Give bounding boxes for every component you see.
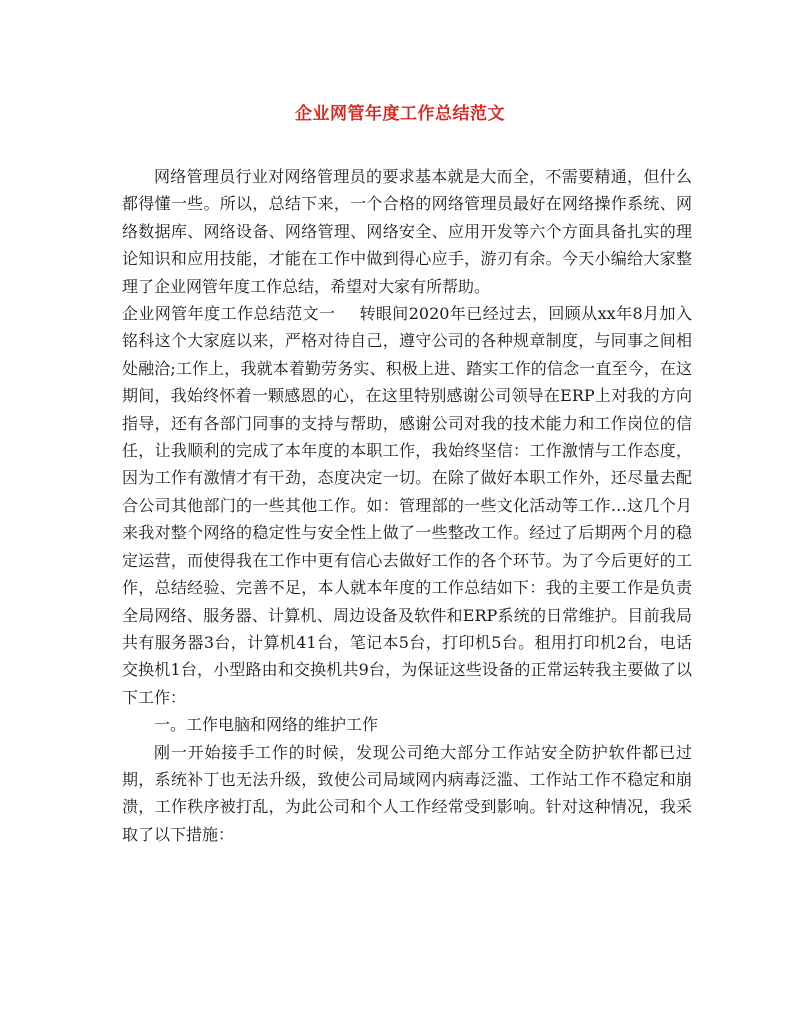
- section-body: 转眼间2020年已经过去，回顾从xx年8月加入铭科这个大家庭以来，严格对待自己，遵守公司的各种规章制度，与同事之间相处融洽;工作上，我就本着勤劳务实、积极上进、踏实工作的信念一直至今，在这期间，我始终怀着一颗感恩的心，在这里特别感谢公司领导在ERP上对我的方向指导，还有各部门同事的支持与帮助，感谢公司对我的技术能力和工作岗位的信任，让我顺利的完成了本年度的本职工作，我始终坚信：工作激情与工作态度，因为工作有激情才有干劲，态度决定一切。在除了做好本职工作外，还尽量去配合公司其他部门的一些其他工作。如：管理部的一些文化活动等工作…这几个月来我对整个网络的稳定性与安全性上做了一些整改工作。经过了后期两个月的稳定运营，而使得我在工作中更有信心去做好工作的各个环节。为了今后更好的工作，总结经验、完善不足，本人就本年度的工作总结如下：我的主要工作是负责全局网络、服务器、计算机、周边设备及软件和ERP系统的日常维护。目前我局共有服务器3台，计算机41台，笔记本5台，打印机5台。租用打印机2台，电话交换机1台，小型路由和交换机共9台，为保证这些设备的正常运转我主要做了以下工作：: [122, 304, 692, 707]
- document-title: 企业网管年度工作总结范文: [295, 104, 505, 124]
- document-body: [122, 163, 692, 848]
- final-paragraph: 刚一开始接手工作的时候，发现公司绝大部分工作站安全防护软件都已过期，系统补丁也无法升级，致使公司局域网内病毒泛滥、工作站工作不稳定和崩溃，工作秩序被打乱，为此公司和个人工作经常受到影响。针对这种情况，我采取了以下措施：: [122, 742, 692, 844]
- subheading: 一。工作电脑和网络的维护工作: [154, 715, 379, 735]
- section-title: 企业网管年度工作总结范文一: [122, 304, 336, 324]
- section-one-paragraph: [122, 300, 692, 711]
- intro-paragraph: 网络管理员行业对网络管理员的要求基本就是大而全，不需要精通，但什么都得懂一些。所以，总结下来，一个合格的网络管理员最好在网络操作系统、网络数据库、网络设备、网络管理、网络安全、应用开发等六个方面具备扎实的理论知识和应用技能，才能在工作中做到得心应手，游刃有余。今天小编给大家整理了企业网管年度工作总结，希望对大家有所帮助。: [122, 167, 692, 296]
